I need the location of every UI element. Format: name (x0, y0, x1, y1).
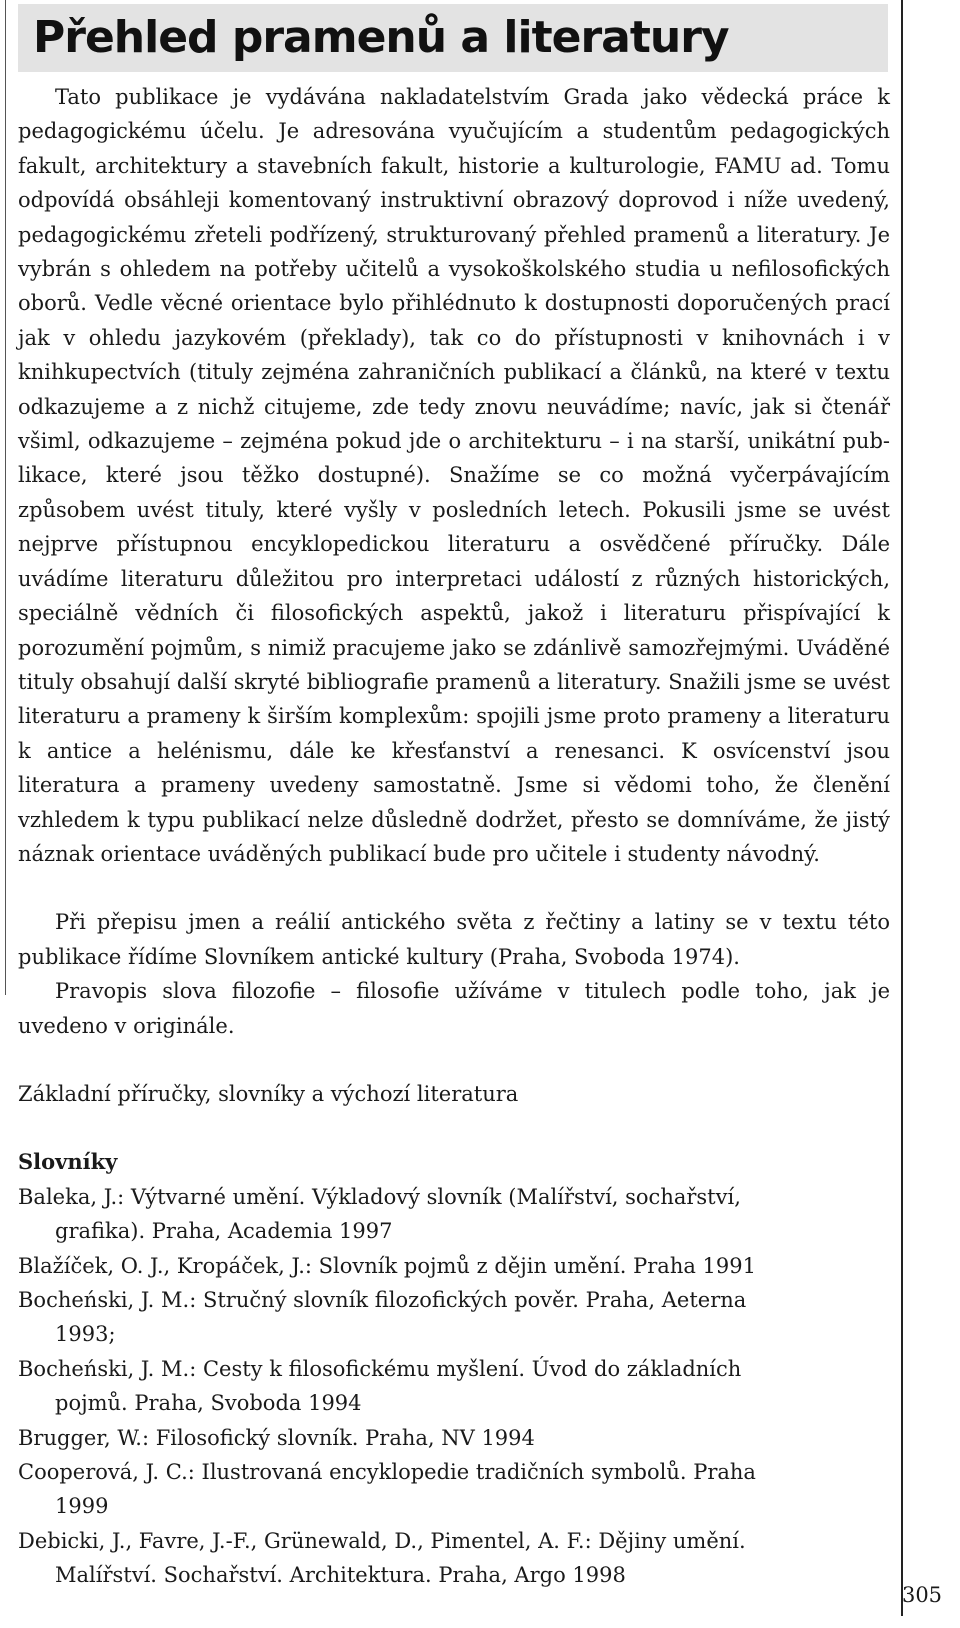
left-margin-rule (5, 0, 6, 995)
reference-item: Bocheński, J. M.: Stručný slovník filozofických pověr. Praha, Aeterna 1993; (18, 1288, 747, 1347)
reference-item: Cooperová, J. C.: Ilustrovaná encyklopedie tradičních symbolů. Praha 1999 (18, 1460, 756, 1519)
reference-item: Blažíček, O. J., Kropáček, J.: Slovník pojmů z dějin umění. Praha 1991 (18, 1253, 756, 1278)
reference-item: Bocheński, J. M.: Cesty k filosofickému myšlení. Úvod do základních pojmů. Praha, Svoboda 1994 (18, 1356, 742, 1416)
intro-paragraph-1: Tato publikace je vydávána nakladatelstvím Grada jako vědecká práce k pedagogickému účelu. Je adresována vyučujícím a studentům pedagogických fakult, architektury a stavebních fakult, historie a kulturologie, FAMU ad. Tomu odpovídá obsáhleji komentovaný instruktivní obrazový doprovod i níže uvedený, pedagogickému zřeteli podřízený, strukturovaný přehled pramenů a literatury. Je vybrán s ohledem na potřeby učitelů a vysokoškolského studia u nefilosofických oborů. Vedle věcné orientace bylo přihlédnuto k dostupnosti doporučených prací jak v ohledu jazykovém (překlady), tak co do přístupnosti v knihovnách i v knihkupectvích (tituly zejména zahraničních publikací a článků, na které v textu odkazujeme a z nichž citujeme, zde tedy znovu neuvádíme; navíc, jak si čtenář všiml, odkazujeme – zejména pokud jde o architekturu – i na starší, unikátní publikace, které jsou těžko dostupné). Snažíme se co možná vyčerpávajícím způsobem uvést tituly, které vyšly v posledních letech. Pokusili jsme se uvést nejprve přístupnou encyklopedickou literaturu a osvědčené příručky. Dále uvádíme literaturu důležitou pro interpretaci událostí z různých historických, speciálně vědních či filosofických aspektů, jakož i literaturu přispívající k porozumění pojmům, s nimiž pracujeme jako se zdánlivě samozřejmými. Uváděné tituly obsahují další skryté bibliografie pramenů a literatury. Snažili jsme se uvést literaturu a prameny k širším komplexům: spojili jsme proto prameny a literaturu k antice a helénismu, dále ke křesťanství a renesanci. K osvícenství jsou literatura a prameny uvedeny samostatně. Jsme si vědomi toho, že členění vzhledem k typu publikací nelze důsledně dodržet, přesto se domníváme, že jistý náznak orientace uváděných publikací bude pro učitele i studenty návodný. (18, 85, 890, 866)
paragraph-spacer (18, 871, 890, 905)
intro-paragraph-2: Při přepisu jmen a reálií antického světa z řečtiny a latiny se v textu této publikace řídíme Slovníkem antické kultury (Praha, Svoboda 1974). (18, 910, 890, 969)
subsection-heading: Slovníky (18, 1149, 118, 1175)
intro-paragraph-3: Pravopis slova filozofie – filosofie užíváme v titulech podle toho, jak je uvedeno v originále. (18, 979, 890, 1038)
reference-item: Brugger, W.: Filosofický slovník. Praha, NV 1994 (18, 1425, 535, 1450)
reference-item: Debicki, J., Favre, J.-F., Grünewald, D., Pimentel, A. F.: Dějiny umění. Malířství. Sochařství. Architektura. Praha, Argo 1998 (18, 1528, 746, 1588)
reference-item: Baleka, J.: Výtvarné umění. Výkladový slovník (Malířství, sochařství, grafika). Praha, Academia 1997 (18, 1184, 741, 1244)
right-margin-rule (901, 0, 903, 1616)
reference-list (18, 1180, 890, 1593)
section-title: Základní příručky, slovníky a výchozí literatura (18, 1081, 519, 1106)
page-number: 305 (901, 1583, 943, 1607)
section-spacer (18, 1043, 890, 1077)
page-content (18, 80, 890, 1593)
subsection-spacer (18, 1111, 890, 1145)
page-title: Přehled pramenů a literatury (33, 12, 729, 63)
